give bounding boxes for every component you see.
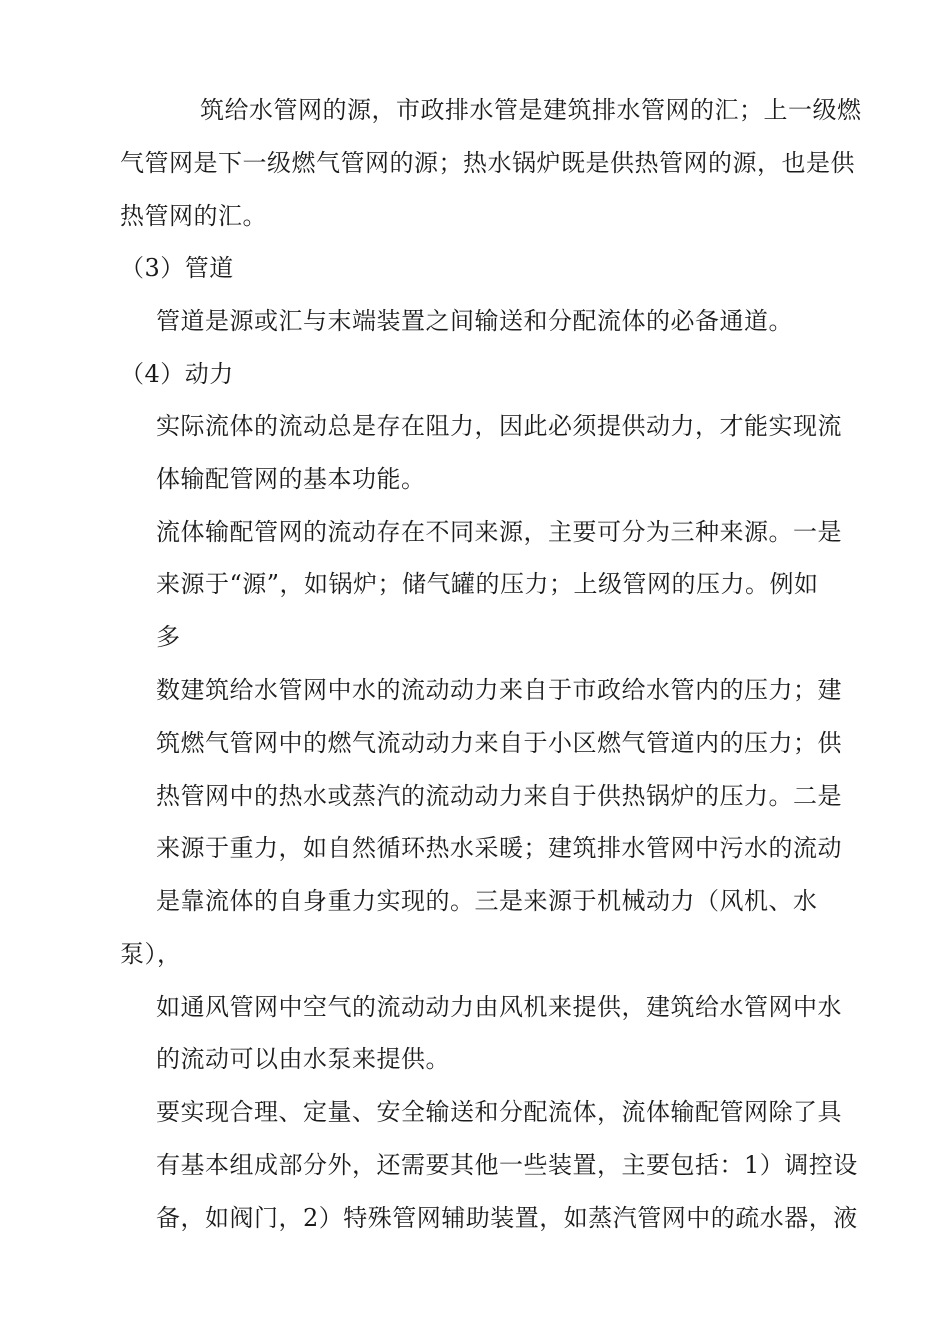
- text-line: 筑燃气管网中的燃气流动动力来自于小区燃气管道内的压力；供: [156, 729, 842, 757]
- text-line: 数建筑给水管网中水的流动动力来自于市政给水管内的压力；建: [156, 676, 842, 704]
- text-line: 管道是源或汇与末端装置之间输送和分配流体的必备通道。: [156, 307, 793, 335]
- text-line: 流体输配管网的流动存在不同来源，主要可分为三种来源。一是: [156, 518, 842, 546]
- text-line: 要实现合理、定量、安全输送和分配流体，流体输配管网除了具: [156, 1098, 842, 1126]
- section-heading: （4）动力: [120, 360, 234, 388]
- text-line: 筑给水管网的源，市政排水管是建筑排水管网的汇；上一级燃: [200, 96, 862, 124]
- text-line: 泵），: [120, 940, 182, 968]
- text-line: 有基本组成部分外，还需要其他一些装置，主要包括：1）调控设: [156, 1151, 858, 1179]
- text-line: 来源于重力，如自然循环热水采暖；建筑排水管网中污水的流动: [156, 834, 842, 862]
- text-line: 热管网的汇。: [120, 202, 267, 230]
- section-heading: （3）管道: [120, 254, 234, 282]
- text-line: 热管网中的热水或蒸汽的流动动力来自于供热锅炉的压力。二是: [156, 782, 842, 810]
- text-line: 是靠流体的自身重力实现的。三是来源于机械动力（风机、水: [156, 887, 818, 915]
- text-line: 来源于“源”，如锅炉；储气罐的压力；上级管网的压力。例如: [156, 570, 819, 598]
- text-line: 的流动可以由水泵来提供。: [156, 1045, 450, 1073]
- text-line: 多: [156, 623, 181, 651]
- text-line: 备，如阀门，2）特殊管网辅助装置，如蒸汽管网中的疏水器，液: [156, 1204, 858, 1232]
- text-line: 如通风管网中空气的流动动力由风机来提供，建筑给水管网中水: [156, 993, 842, 1021]
- text-line: 体输配管网的基本功能。: [156, 465, 426, 493]
- text-line: 气管网是下一级燃气管网的源；热水锅炉既是供热管网的源，也是供: [120, 149, 855, 177]
- text-line: 实际流体的流动总是存在阻力，因此必须提供动力，才能实现流: [156, 412, 842, 440]
